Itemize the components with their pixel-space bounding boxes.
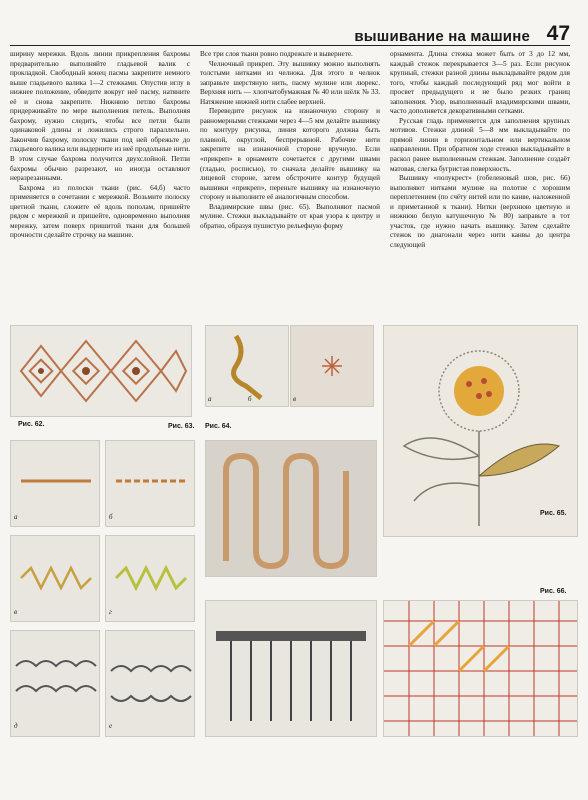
- paragraph: Владимирские швы (рис. 65). Выполняют пасмой мулине. Стежки выкладывайте от края узора к центру и обратно, образуя пушистую рельефную форму: [200, 202, 380, 230]
- sublabel: в: [293, 395, 297, 403]
- thread-sample-illustration: [11, 441, 99, 526]
- page-number: 47: [546, 22, 570, 45]
- caption-figure-65: Рис. 65.: [540, 510, 567, 517]
- lattice-embroidery-illustration: [11, 326, 191, 416]
- figure-comb-fringe: [205, 600, 377, 737]
- sublabel: в: [14, 608, 18, 616]
- sublabel: а: [208, 395, 212, 403]
- figure-sample-d: [10, 630, 100, 737]
- vladimir-stitch-flower-illustration: [384, 326, 577, 536]
- figure-63-panel-a: [205, 325, 289, 407]
- figure-63-panel-b: [290, 325, 374, 407]
- figure-sample-b: [105, 440, 195, 527]
- couching-thread-illustration: [206, 326, 288, 406]
- paragraph: Вышивку «полукрест» (гобеленовый шов, рис. 66) выполняют нитками мулине на полотне с хорошим переплетением (по счёту нитей или по канве, наложенной и приметанной к ткани). Нитки (верхнюю цветную и нижнюю белую катушечную № 80) заправьте в тот участок, где нужно начать вышивку. Затем сделайте стежок по диагонали через нити канвы до центра следующей: [390, 174, 570, 249]
- caption-figure-62: Рис. 62.: [18, 421, 45, 428]
- comb-fringe-illustration: [206, 601, 376, 736]
- bead-sample-illustration: [106, 441, 194, 526]
- sublabel: а: [14, 513, 18, 521]
- zigzag-sample-illustration: [11, 536, 99, 621]
- sublabel: д: [14, 722, 18, 730]
- header-rule: [10, 45, 570, 46]
- sublabel: г: [109, 608, 112, 616]
- text-column-1: [10, 50, 190, 241]
- figure-sample-e: [105, 630, 195, 737]
- sublabel: б: [248, 395, 252, 403]
- figure-fringe-loops: [205, 440, 377, 577]
- paragraph: Челночный прикреп. Эту вышивку можно выполнять толстыми нитками из челнока. Для этого в челнок заправьте шерстяную нить, пасму мулине или люрекс. Верхняя нить — хлопчатобумажная № 40 или шёлк № 33. Натяжение нижней нити слабее верхней.: [200, 59, 380, 106]
- caption-figure-66: Рис. 66.: [540, 588, 567, 595]
- figure-66-half-cross-grid: [383, 600, 578, 737]
- figure-sample-a: [10, 440, 100, 527]
- sublabel: е: [109, 722, 113, 730]
- sublabel: б: [109, 513, 113, 521]
- paragraph: Бахрома из полоски ткани (рис. 64,б) часто применяется в сочетании с мережкой. Возьмите полоску цветной ткани, сложите её вдоль пополам, пришейте рядом с мережкой и пришейте, одновременно выполняя мережку, затем поверх пришитой ткани для большей прочности сделайте строчку на машине.: [10, 183, 190, 240]
- figure-62-lattice: [10, 325, 192, 417]
- text-column-2: [200, 50, 380, 231]
- figure-sample-g: [105, 535, 195, 622]
- figure-65-flower: [383, 325, 578, 537]
- caption-figure-63: Рис. 63.: [168, 423, 195, 430]
- fringe-loops-illustration: [206, 441, 376, 576]
- section-title: вышивание на машине: [354, 28, 530, 45]
- scallop-border-illustration: [11, 631, 99, 736]
- text-column-3: [390, 50, 570, 250]
- paragraph: Все три слоя ткани ровно подрежьте и вывернете.: [200, 50, 353, 58]
- zigzag-sample-illustration: [106, 536, 194, 621]
- paragraph: орнамента. Длина стежка может быть от 3 до 12 мм, каждый стежок перекрывается 3—5 раз. Если рисунок крупный, стежки разной длины выкладывайте рядом для того, чтобы каждый последующий ряд мог войти в просвет предыдущего и не было резких границ заполнения. Узор, выполненный владимирскими швами, часто дополняется декоративными сетками.: [390, 50, 570, 116]
- scallop-border-illustration: [106, 631, 194, 736]
- paragraph: Русская гладь применяется для заполнения крупных мотивов. Стежки длиной 5—8 мм выкладывайте по прямой линии в горизонтальном или вертикальном направлении. При обратном ходе стежки выкладывайте в раскол ранее выполненным стежкам. Заполнение создаёт матовая, слегка бугристая поверхность.: [390, 116, 570, 173]
- paragraph: ширину мережки. Вдоль линии прикрепления бахромы предварительно выполняйте гладьевой валик с прокладкой. Свободный конец пасмы закрепите немного выше гладьевого валика 1—2 стежками. Опустив иглу в нижнее положение, обведите вокруг неё пасму, натяните её и снова закрепите. Нижнюю петлю бахромы придерживайте по мере выполнения петель. Выполняя бахрому, нужно следить, чтобы все петли были одинаковой длины и ложились строго параллельно. Закончив бахрому, полоску ткани под ней обрежьте до гладьевого валика или выдерните из неё продольные нити. В этом случае бахрома получится двухслойной. Петли бахромы обычно разрезают, но иногда оставляют неразрезанными.: [10, 50, 190, 183]
- flower-stitch-illustration: [291, 326, 373, 406]
- paragraph: Переведите рисунок на изнаночную сторону и равномерными стежками через 4—5 мм делайте вышивку по контуру рисунка, линия которого должна быть плавной, округлой, беспрерывной. Рабочие нити закрепите на изнаночной стороне вручную. Если «прикреп» в орнаменте сочетается с другими швами (гладью, росписью), то сначала делайте вышивку на лицевой стороне, затем обстрочите контур будущей вышивки «прикреп», переньте вышивку на изнаночную сторону и выполните её аналогичным способом.: [200, 107, 380, 202]
- half-cross-stitch-grid-illustration: [384, 601, 577, 736]
- caption-figure-64: Рис. 64.: [205, 423, 232, 430]
- figure-sample-v: [10, 535, 100, 622]
